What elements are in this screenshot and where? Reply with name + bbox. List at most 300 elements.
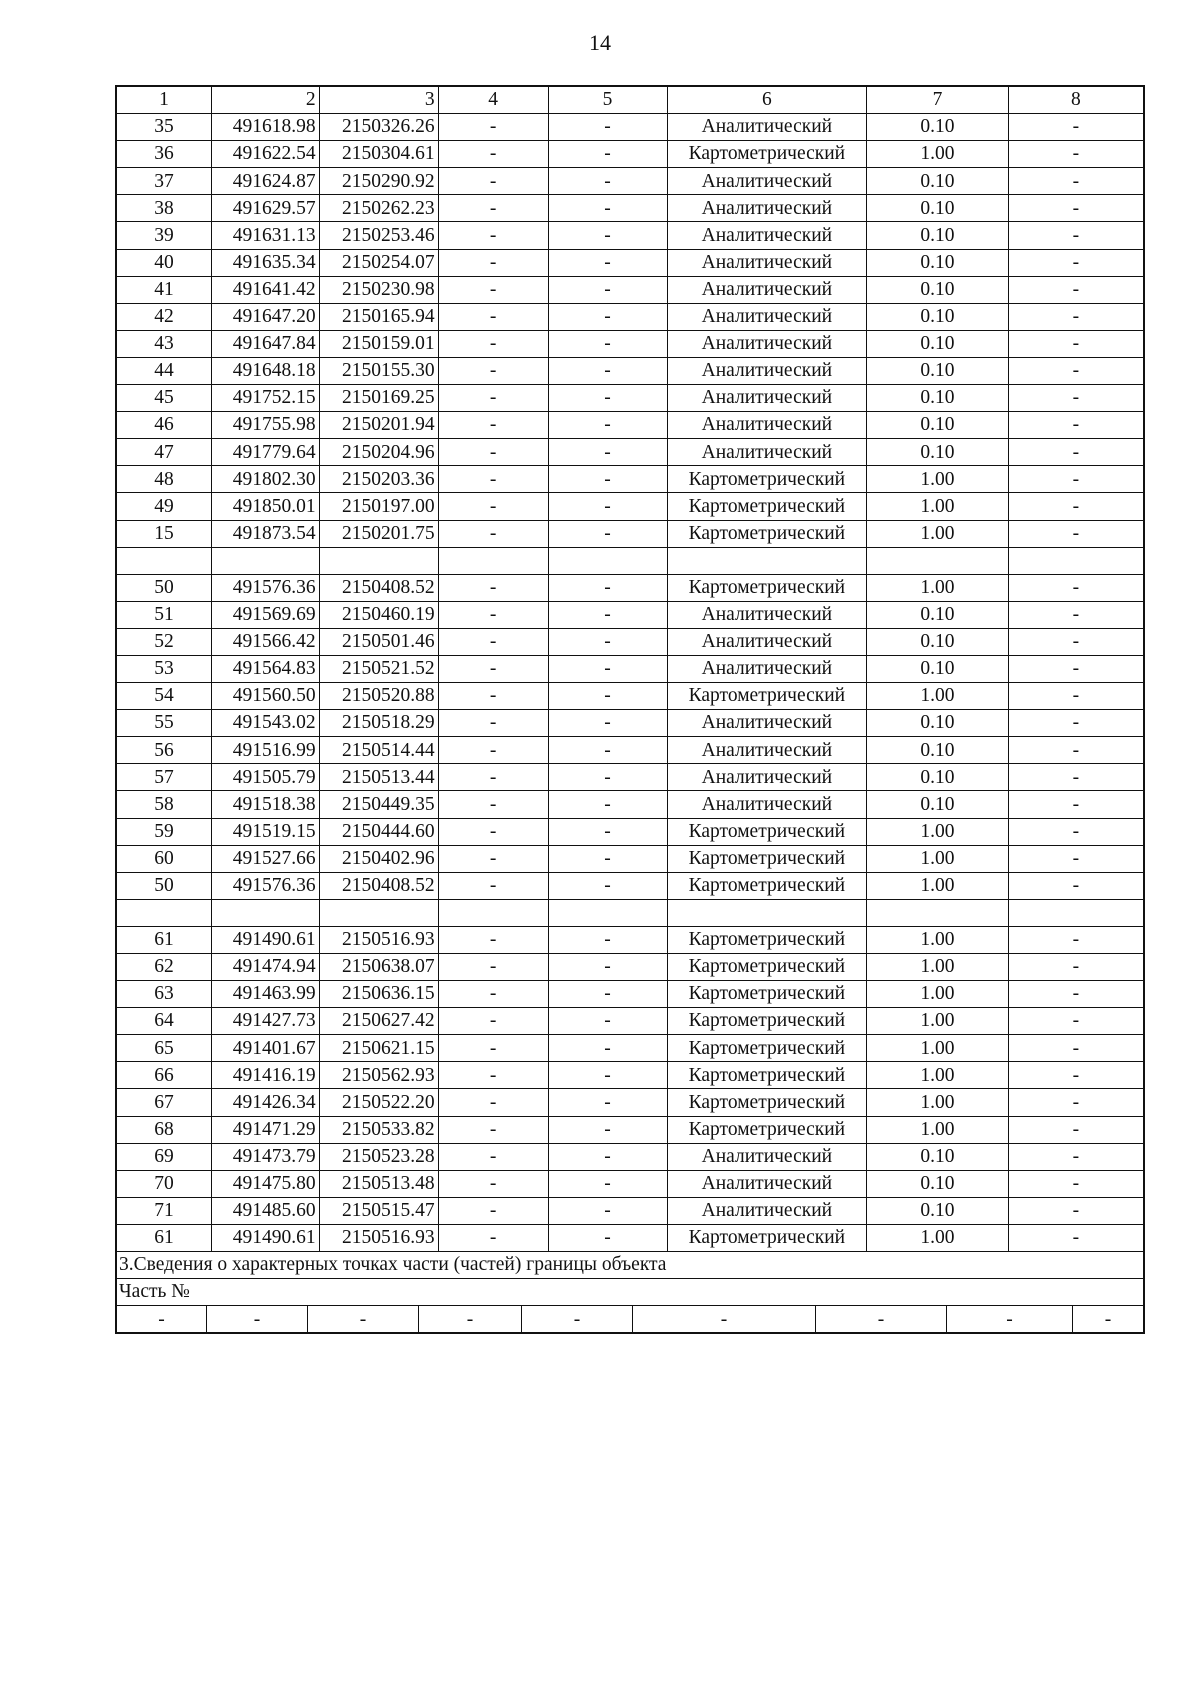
empty-cell [319,899,438,926]
x-coordinate-cell: 491426.34 [211,1089,319,1116]
accuracy-cell: 1.00 [867,818,1008,845]
col5-cell: - [548,737,667,764]
part-values-container [116,1306,1144,1334]
y-coordinate-cell: 2150203.36 [319,466,438,493]
page-number: 14 [589,30,611,55]
y-coordinate-cell: 2150515.47 [319,1197,438,1224]
table-row [116,249,1144,276]
col8-cell: - [1008,412,1144,439]
x-coordinate-cell: 491474.94 [211,954,319,981]
blank-separator-row [116,547,1144,574]
accuracy-cell: 1.00 [867,1224,1008,1251]
x-coordinate-cell: 491647.20 [211,303,319,330]
col8-cell: - [1008,926,1144,953]
accuracy-cell: 1.00 [867,981,1008,1008]
col8-cell: - [1008,981,1144,1008]
x-coordinate-cell: 491475.80 [211,1170,319,1197]
point-number-cell: 63 [116,981,211,1008]
col8-cell: - [1008,303,1144,330]
col4-cell: - [438,628,548,655]
y-coordinate-cell: 2150516.93 [319,1224,438,1251]
col8-cell: - [1008,520,1144,547]
col8-cell: - [1008,1143,1144,1170]
col5-cell: - [548,168,667,195]
accuracy-cell: 0.10 [867,601,1008,628]
point-number-cell: 71 [116,1197,211,1224]
header-1-cell: 1 [116,86,211,114]
accuracy-cell: 1.00 [867,1008,1008,1035]
col8-cell: - [1008,601,1144,628]
col8-cell: - [1008,439,1144,466]
method-cell: Картометрический [667,141,867,168]
table-row [116,168,1144,195]
y-coordinate-cell: 2150402.96 [319,845,438,872]
y-coordinate-cell: 2150520.88 [319,683,438,710]
method-cell: Картометрический [667,683,867,710]
table-row [116,601,1144,628]
x-coordinate-cell: 491752.15 [211,385,319,412]
empty-cell [667,899,867,926]
table-row [116,655,1144,682]
col5-cell: - [548,954,667,981]
y-coordinate-cell: 2150408.52 [319,574,438,601]
part-row [116,1279,1144,1306]
col5-cell: - [548,466,667,493]
point-number-cell: 68 [116,1116,211,1143]
method-cell: Аналитический [667,655,867,682]
x-coordinate-cell: 491505.79 [211,764,319,791]
header-5-cell: 5 [548,86,667,114]
accuracy-cell: 1.00 [867,872,1008,899]
point-number-cell: 58 [116,791,211,818]
col4-cell: - [438,710,548,737]
accuracy-cell: 0.10 [867,737,1008,764]
accuracy-cell: 0.10 [867,1197,1008,1224]
col5-cell: - [548,710,667,737]
col5-cell: - [548,222,667,249]
empty-cell [548,899,667,926]
col8-cell: - [1008,628,1144,655]
y-coordinate-cell: 2150460.19 [319,601,438,628]
header-row [116,86,1144,114]
accuracy-cell: 0.10 [867,628,1008,655]
part-value-cell: - [816,1306,947,1332]
col5-cell: - [548,1116,667,1143]
y-coordinate-cell: 2150521.52 [319,655,438,682]
col5-cell: - [548,303,667,330]
part-label-cell: Часть № [116,1279,1144,1306]
col4-cell: - [438,1143,548,1170]
method-cell: Аналитический [667,1143,867,1170]
table-row [116,926,1144,953]
accuracy-cell: 1.00 [867,1035,1008,1062]
col4-cell: - [438,981,548,1008]
col8-cell: - [1008,1062,1144,1089]
col4-cell: - [438,791,548,818]
empty-cell [1008,899,1144,926]
accuracy-cell: 0.10 [867,276,1008,303]
point-number-cell: 55 [116,710,211,737]
point-number-cell: 43 [116,330,211,357]
method-cell: Картометрический [667,466,867,493]
col5-cell: - [548,1008,667,1035]
table-row [116,357,1144,384]
col5-cell: - [548,601,667,628]
empty-cell [116,547,211,574]
x-coordinate-cell: 491873.54 [211,520,319,547]
method-cell: Аналитический [667,601,867,628]
accuracy-cell: 0.10 [867,412,1008,439]
part-value-cell: - [1073,1306,1144,1332]
method-cell: Картометрический [667,872,867,899]
accuracy-cell: 1.00 [867,954,1008,981]
col4-cell: - [438,601,548,628]
x-coordinate-cell: 491490.61 [211,926,319,953]
x-coordinate-cell: 491471.29 [211,1116,319,1143]
part-value-cell: - [633,1306,816,1332]
y-coordinate-cell: 2150518.29 [319,710,438,737]
col4-cell: - [438,1197,548,1224]
point-number-cell: 38 [116,195,211,222]
empty-cell [867,899,1008,926]
method-cell: Картометрический [667,574,867,601]
y-coordinate-cell: 2150201.94 [319,412,438,439]
header-8-cell: 8 [1008,86,1144,114]
section-row [116,1252,1144,1279]
header-6-cell: 6 [667,86,867,114]
point-number-cell: 39 [116,222,211,249]
col5-cell: - [548,791,667,818]
col8-cell: - [1008,710,1144,737]
point-number-cell: 56 [116,737,211,764]
col5-cell: - [548,385,667,412]
col5-cell: - [548,683,667,710]
y-coordinate-cell: 2150444.60 [319,818,438,845]
y-coordinate-cell: 2150326.26 [319,114,438,141]
part-value-cell: - [419,1306,522,1332]
method-cell: Аналитический [667,737,867,764]
x-coordinate-cell: 491518.38 [211,791,319,818]
accuracy-cell: 0.10 [867,195,1008,222]
x-coordinate-cell: 491416.19 [211,1062,319,1089]
col8-cell: - [1008,872,1144,899]
col4-cell: - [438,655,548,682]
method-cell: Аналитический [667,412,867,439]
y-coordinate-cell: 2150408.52 [319,872,438,899]
table-row [116,1062,1144,1089]
col5-cell: - [548,249,667,276]
accuracy-cell: 0.10 [867,1143,1008,1170]
accuracy-cell: 1.00 [867,574,1008,601]
table-row [116,791,1144,818]
y-coordinate-cell: 2150262.23 [319,195,438,222]
y-coordinate-cell: 2150513.48 [319,1170,438,1197]
col4-cell: - [438,1062,548,1089]
col4-cell: - [438,737,548,764]
header-3-cell: 3 [319,86,438,114]
accuracy-cell: 0.10 [867,655,1008,682]
part-values-table [117,1306,1143,1332]
x-coordinate-cell: 491624.87 [211,168,319,195]
method-cell: Картометрический [667,1116,867,1143]
x-coordinate-cell: 491490.61 [211,1224,319,1251]
empty-cell [211,547,319,574]
part-value-cell: - [522,1306,633,1332]
col5-cell: - [548,493,667,520]
col5-cell: - [548,926,667,953]
col4-cell: - [438,249,548,276]
col5-cell: - [548,114,667,141]
y-coordinate-cell: 2150159.01 [319,330,438,357]
col4-cell: - [438,357,548,384]
accuracy-cell: 1.00 [867,1062,1008,1089]
table-row [116,574,1144,601]
accuracy-cell: 1.00 [867,493,1008,520]
empty-cell [667,547,867,574]
point-number-cell: 62 [116,954,211,981]
point-number-cell: 52 [116,628,211,655]
method-cell: Аналитический [667,330,867,357]
col5-cell: - [548,520,667,547]
col4-cell: - [438,1008,548,1035]
table-row [116,1143,1144,1170]
y-coordinate-cell: 2150514.44 [319,737,438,764]
col4-cell: - [438,439,548,466]
col4-cell: - [438,222,548,249]
col4-cell: - [438,520,548,547]
method-cell: Аналитический [667,439,867,466]
x-coordinate-cell: 491560.50 [211,683,319,710]
point-number-cell: 54 [116,683,211,710]
col8-cell: - [1008,954,1144,981]
col8-cell: - [1008,683,1144,710]
col5-cell: - [548,574,667,601]
point-number-cell: 67 [116,1089,211,1116]
point-number-cell: 41 [116,276,211,303]
col8-cell: - [1008,1008,1144,1035]
col8-cell: - [1008,1224,1144,1251]
table-row [116,1224,1144,1251]
col4-cell: - [438,493,548,520]
col4-cell: - [438,954,548,981]
point-number-cell: 42 [116,303,211,330]
col8-cell: - [1008,1170,1144,1197]
y-coordinate-cell: 2150562.93 [319,1062,438,1089]
accuracy-cell: 1.00 [867,520,1008,547]
col5-cell: - [548,1197,667,1224]
empty-cell [867,547,1008,574]
method-cell: Картометрический [667,954,867,981]
accuracy-cell: 0.10 [867,710,1008,737]
x-coordinate-cell: 491516.99 [211,737,319,764]
col4-cell: - [438,818,548,845]
accuracy-cell: 0.10 [867,764,1008,791]
table-row [116,845,1144,872]
empty-cell [548,547,667,574]
accuracy-cell: 1.00 [867,845,1008,872]
point-number-cell: 46 [116,412,211,439]
x-coordinate-cell: 491569.69 [211,601,319,628]
table-row [116,330,1144,357]
method-cell: Аналитический [667,195,867,222]
col8-cell: - [1008,737,1144,764]
empty-cell [319,547,438,574]
table-row [116,764,1144,791]
col5-cell: - [548,439,667,466]
y-coordinate-cell: 2150155.30 [319,357,438,384]
col5-cell: - [548,412,667,439]
y-coordinate-cell: 2150169.25 [319,385,438,412]
col4-cell: - [438,1035,548,1062]
accuracy-cell: 0.10 [867,791,1008,818]
table-row [116,1089,1144,1116]
method-cell: Аналитический [667,303,867,330]
x-coordinate-cell: 491463.99 [211,981,319,1008]
point-number-cell: 47 [116,439,211,466]
table-body [116,86,1144,1333]
table-row [116,1008,1144,1035]
table-row [116,683,1144,710]
part-value-cell: - [308,1306,419,1332]
y-coordinate-cell: 2150165.94 [319,303,438,330]
y-coordinate-cell: 2150522.20 [319,1089,438,1116]
col4-cell: - [438,683,548,710]
table-row [116,710,1144,737]
col8-cell: - [1008,114,1144,141]
col4-cell: - [438,1224,548,1251]
accuracy-cell: 1.00 [867,683,1008,710]
empty-cell [438,547,548,574]
method-cell: Аналитический [667,357,867,384]
table-row [116,981,1144,1008]
method-cell: Картометрический [667,493,867,520]
y-coordinate-cell: 2150201.75 [319,520,438,547]
part-value-cell: - [207,1306,308,1332]
point-number-cell: 64 [116,1008,211,1035]
method-cell: Аналитический [667,276,867,303]
col5-cell: - [548,195,667,222]
col4-cell: - [438,1116,548,1143]
point-number-cell: 48 [116,466,211,493]
point-number-cell: 60 [116,845,211,872]
col8-cell: - [1008,493,1144,520]
y-coordinate-cell: 2150638.07 [319,954,438,981]
col8-cell: - [1008,818,1144,845]
point-number-cell: 61 [116,926,211,953]
boundary-points-table [115,85,1145,1334]
y-coordinate-cell: 2150636.15 [319,981,438,1008]
x-coordinate-cell: 491527.66 [211,845,319,872]
col8-cell: - [1008,1197,1144,1224]
x-coordinate-cell: 491566.42 [211,628,319,655]
part-value-cell: - [158,1308,165,1330]
empty-cell [211,899,319,926]
y-coordinate-cell: 2150523.28 [319,1143,438,1170]
col4-cell: - [438,574,548,601]
col4-cell: - [438,303,548,330]
table-row [116,439,1144,466]
method-cell: Картометрический [667,1035,867,1062]
part-values-row [116,1306,1144,1334]
col8-cell: - [1008,357,1144,384]
col5-cell: - [548,764,667,791]
header-7-cell: 7 [867,86,1008,114]
method-cell: Аналитический [667,710,867,737]
table-row [116,276,1144,303]
point-number-cell: 49 [116,493,211,520]
col8-cell: - [1008,276,1144,303]
y-coordinate-cell: 2150254.07 [319,249,438,276]
x-coordinate-cell: 491427.73 [211,1008,319,1035]
point-number-cell: 65 [116,1035,211,1062]
x-coordinate-cell: 491641.42 [211,276,319,303]
col4-cell: - [438,141,548,168]
y-coordinate-cell: 2150627.42 [319,1008,438,1035]
table-row [116,412,1144,439]
col8-cell: - [1008,249,1144,276]
table-row [116,303,1144,330]
col8-cell: - [1008,764,1144,791]
x-coordinate-cell: 491779.64 [211,439,319,466]
method-cell: Картометрический [667,1224,867,1251]
col8-cell: - [1008,655,1144,682]
point-number-cell: 35 [116,114,211,141]
col5-cell: - [548,1089,667,1116]
accuracy-cell: 0.10 [867,114,1008,141]
y-coordinate-cell: 2150621.15 [319,1035,438,1062]
method-cell: Аналитический [667,764,867,791]
y-coordinate-cell: 2150204.96 [319,439,438,466]
table-row [116,818,1144,845]
method-cell: Аналитический [667,385,867,412]
point-number-cell: 50 [116,872,211,899]
col8-cell: - [1008,1116,1144,1143]
accuracy-cell: 0.10 [867,1170,1008,1197]
empty-cell [438,899,548,926]
accuracy-cell: 0.10 [867,357,1008,384]
x-coordinate-cell: 491631.13 [211,222,319,249]
y-coordinate-cell: 2150516.93 [319,926,438,953]
y-coordinate-cell: 2150533.82 [319,1116,438,1143]
accuracy-cell: 1.00 [867,141,1008,168]
accuracy-cell: 0.10 [867,222,1008,249]
accuracy-cell: 0.10 [867,385,1008,412]
col8-cell: - [1008,385,1144,412]
method-cell: Аналитический [667,222,867,249]
col8-cell: - [1008,222,1144,249]
col8-cell: - [1008,330,1144,357]
empty-cell [116,899,211,926]
header-4-cell: 4 [438,86,548,114]
accuracy-cell: 1.00 [867,926,1008,953]
col5-cell: - [548,330,667,357]
table-row [116,1116,1144,1143]
method-cell: Картометрический [667,981,867,1008]
y-coordinate-cell: 2150304.61 [319,141,438,168]
point-number-cell: 53 [116,655,211,682]
method-cell: Картометрический [667,1008,867,1035]
table-row [116,628,1144,655]
table-row [116,493,1144,520]
table-row [116,872,1144,899]
y-coordinate-cell: 2150449.35 [319,791,438,818]
accuracy-cell: 1.00 [867,1116,1008,1143]
y-coordinate-cell: 2150253.46 [319,222,438,249]
col4-cell: - [438,872,548,899]
point-number-cell: 15 [116,520,211,547]
method-cell: Картометрический [667,818,867,845]
table-row [116,520,1144,547]
